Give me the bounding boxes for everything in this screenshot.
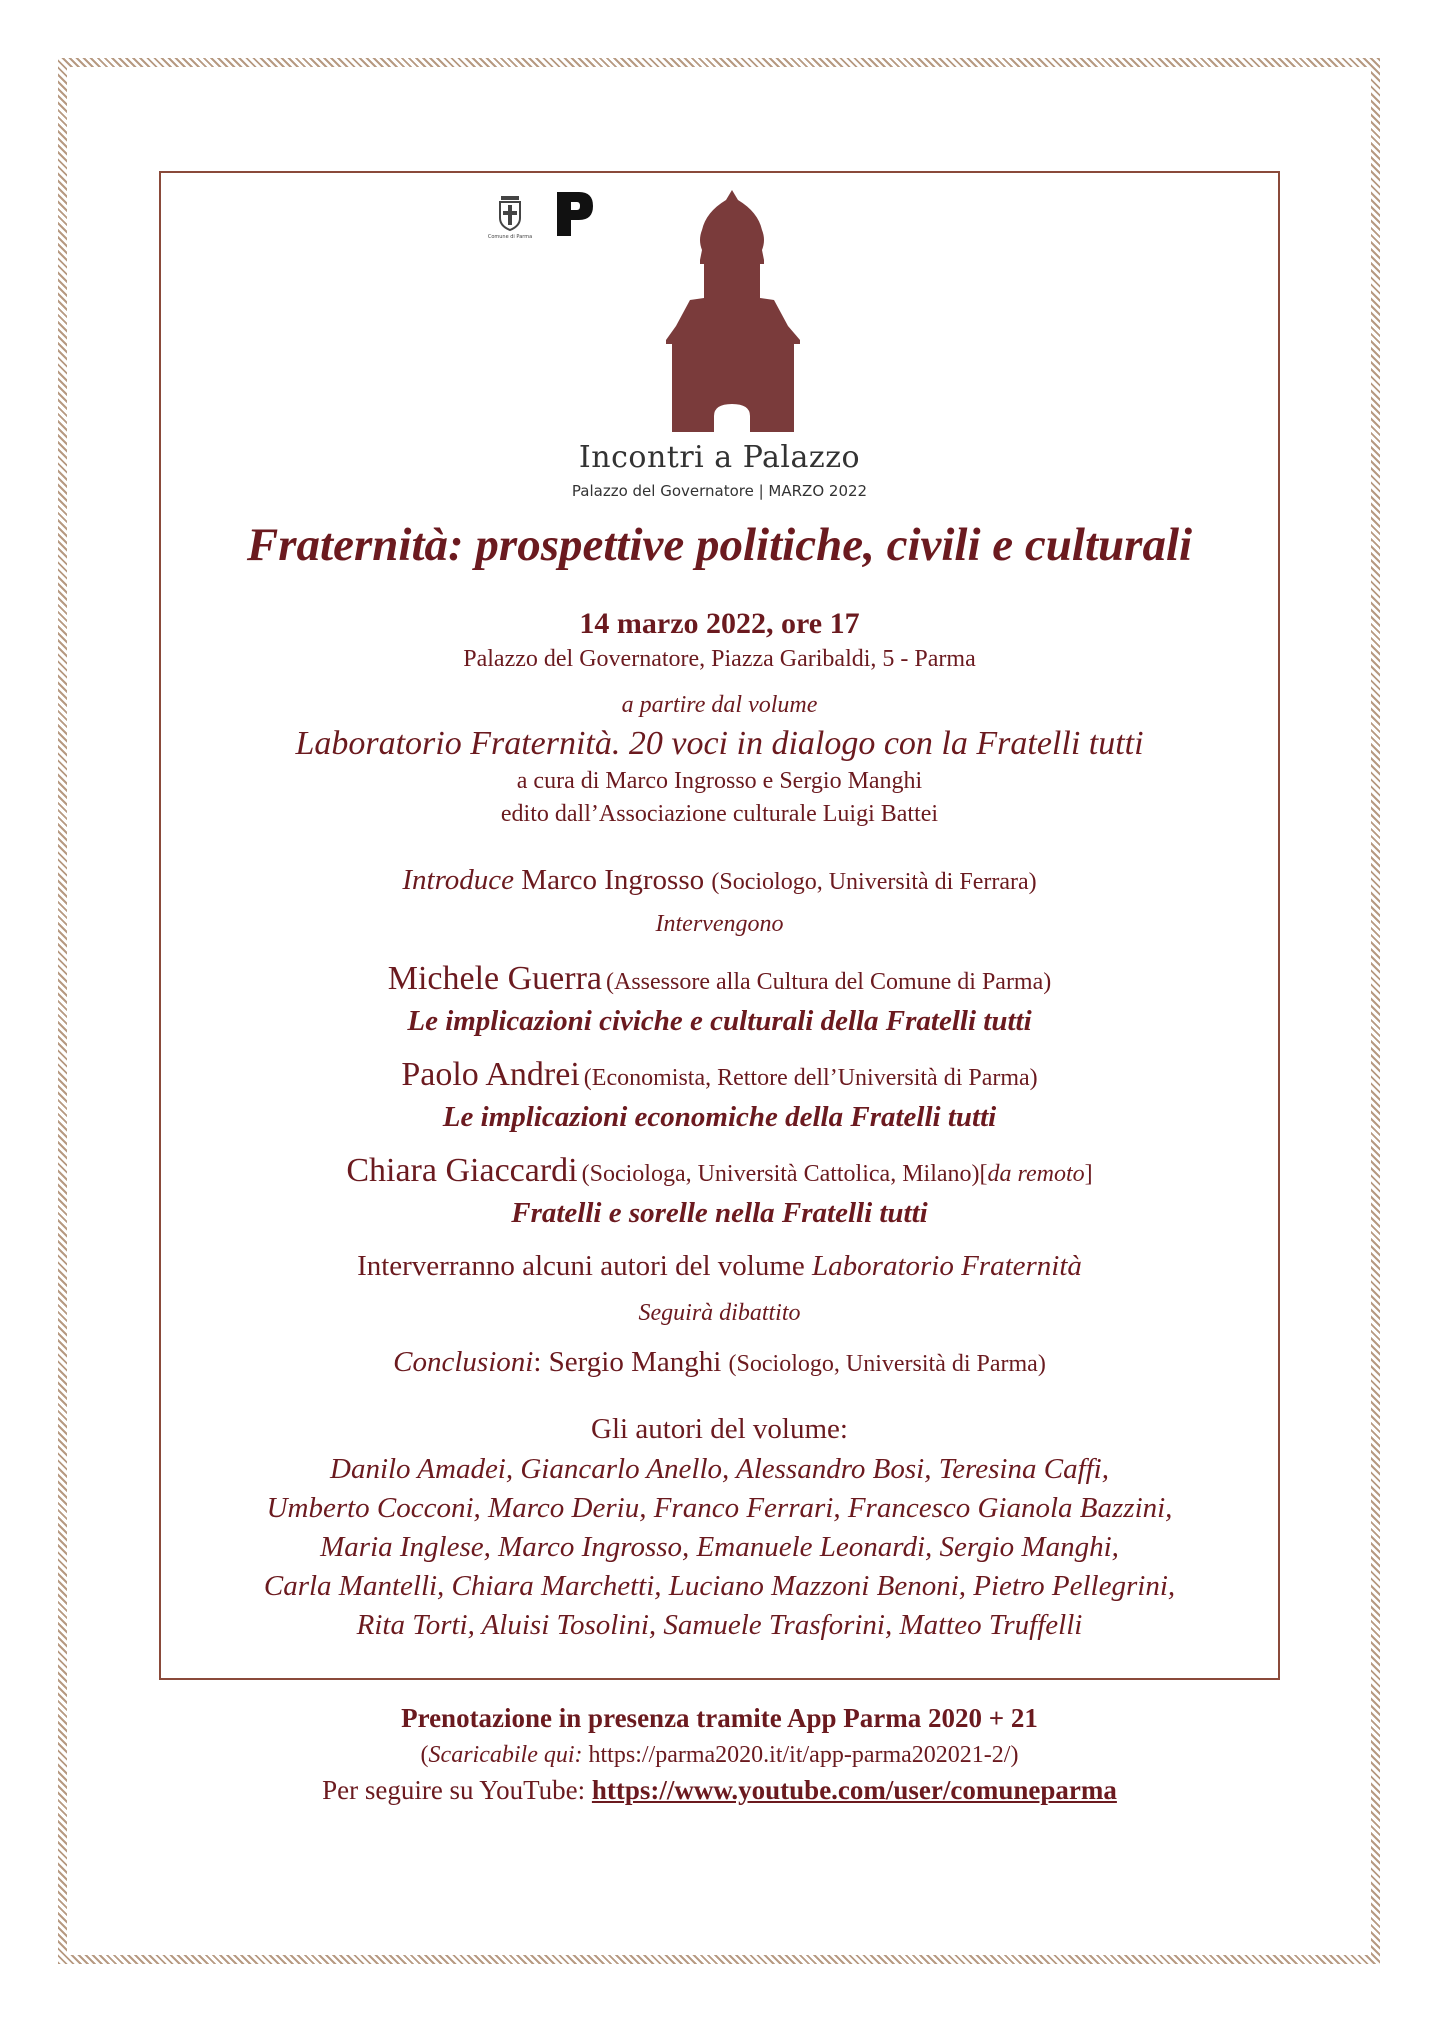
youtube-link[interactable]: https://www.youtube.com/user/comuneparma xyxy=(591,1775,1117,1805)
conclusions-name: Sergio Manghi xyxy=(548,1346,722,1378)
from-volume-label: a partire dal volume xyxy=(621,692,818,718)
event-title: Fraternità: prospettive politiche, civili e culturali xyxy=(246,519,1193,571)
speaker-role: (Assessore alla Cultura del Comune di Parma) xyxy=(606,969,1052,995)
conclusions-role: (Sociologo, Università di Parma) xyxy=(728,1351,1046,1377)
other-authors-book: Laboratorio Fraternità xyxy=(812,1250,1082,1282)
brand-title: Incontri a Palazzo xyxy=(578,440,861,475)
other-authors-text: Interverranno alcuni autori del volume xyxy=(357,1250,805,1282)
authors-line: Maria Inglese, Marco Ingrosso, Emanuele Leonardi, Sergio Manghi, xyxy=(320,1531,1119,1563)
introducer-name: Marco Ingrosso xyxy=(521,864,705,896)
conclusions-label: Conclusioni xyxy=(393,1346,534,1378)
event-date: 14 marzo 2022, ore 17 xyxy=(579,607,860,640)
speaker-role: (Economista, Rettore dell’Università di Parma) xyxy=(583,1065,1038,1091)
download-url[interactable]: https://parma2020.it/it/app-parma202021-2/ xyxy=(588,1742,1011,1768)
booking-text: Prenotazione in presenza tramite xyxy=(401,1703,782,1733)
download-line: (Scaricabile qui: https://parma2020.it/it/app-parma202021-2/) xyxy=(420,1742,1019,1768)
book-publisher: edito dall’Associazione culturale Luigi Battei xyxy=(500,801,939,827)
parma-p-logo-icon xyxy=(555,190,595,238)
remote-note: da remoto xyxy=(987,1161,1085,1187)
introducer-role: (Sociologo, Università di Ferrara) xyxy=(711,869,1037,895)
talk-title: Fratelli e sorelle nella Fratelli tutti xyxy=(511,1197,928,1229)
other-authors-note xyxy=(0,1250,1439,1283)
comune-caption: Comune di Parma xyxy=(487,234,533,240)
download-label: Scaricabile qui: xyxy=(428,1742,583,1768)
speaker-name: Michele Guerra xyxy=(387,960,603,997)
introduce-label: Introduce xyxy=(402,864,515,896)
authors-line: Carla Mantelli, Chiara Marchetti, Luciano Mazzoni Benoni, Pietro Pellegrini, xyxy=(263,1570,1176,1602)
youtube-label: Per seguire su YouTube: xyxy=(322,1775,586,1805)
debate-note: Seguirà dibattito xyxy=(638,1300,801,1326)
speaker-line xyxy=(0,1152,1439,1190)
booking-line xyxy=(0,1703,1439,1734)
remote-bracket-close: ] xyxy=(1084,1161,1093,1187)
authors-line: Rita Torti, Aluisi Tosolini, Samuele Trasforini, Matteo Truffelli xyxy=(356,1609,1083,1641)
authors-line: Danilo Amadei, Giancarlo Anello, Alessandro Bosi, Teresina Caffi, xyxy=(330,1453,1109,1485)
speaker-name: Paolo Andrei xyxy=(401,1056,580,1093)
introduction-line xyxy=(0,864,1439,897)
comune-di-parma-crest-icon xyxy=(487,192,533,240)
intervengono-label: Intervengono xyxy=(655,911,784,937)
speaker-role: (Sociologa, Università Cattolica, Milano) xyxy=(581,1161,980,1187)
speaker-name: Chiara Giaccardi xyxy=(346,1152,578,1189)
authors-line: Umberto Cocconi, Marco Deriu, Franco Ferrari, Francesco Gianola Bazzini, xyxy=(266,1492,1173,1524)
book-title: Laboratorio Fraternità. 20 voci in dialogo con la Fratelli tutti xyxy=(295,725,1144,762)
speaker-line xyxy=(0,1056,1439,1094)
youtube-line xyxy=(0,1775,1439,1806)
booking-app: App Parma 2020 + 21 xyxy=(787,1703,1038,1733)
talk-title: Le implicazioni civiche e culturali della Fratelli tutti xyxy=(407,1005,1032,1037)
conclusions-line xyxy=(0,1346,1439,1379)
authors-heading: Gli autori del volume: xyxy=(591,1413,848,1445)
palazzo-tower-logo-icon xyxy=(662,190,802,432)
remote-bracket-open: [ xyxy=(979,1161,988,1187)
book-editors: a cura di Marco Ingrosso e Sergio Manghi xyxy=(516,768,923,794)
brand-subtitle: Palazzo del Governatore | MARZO 2022 xyxy=(571,482,868,500)
event-venue: Palazzo del Governatore, Piazza Garibaldi, 5 - Parma xyxy=(463,646,976,672)
conclusions-colon: : xyxy=(533,1346,542,1378)
talk-title: Le implicazioni economiche della Fratelli tutti xyxy=(442,1101,997,1133)
speaker-line xyxy=(0,960,1439,998)
